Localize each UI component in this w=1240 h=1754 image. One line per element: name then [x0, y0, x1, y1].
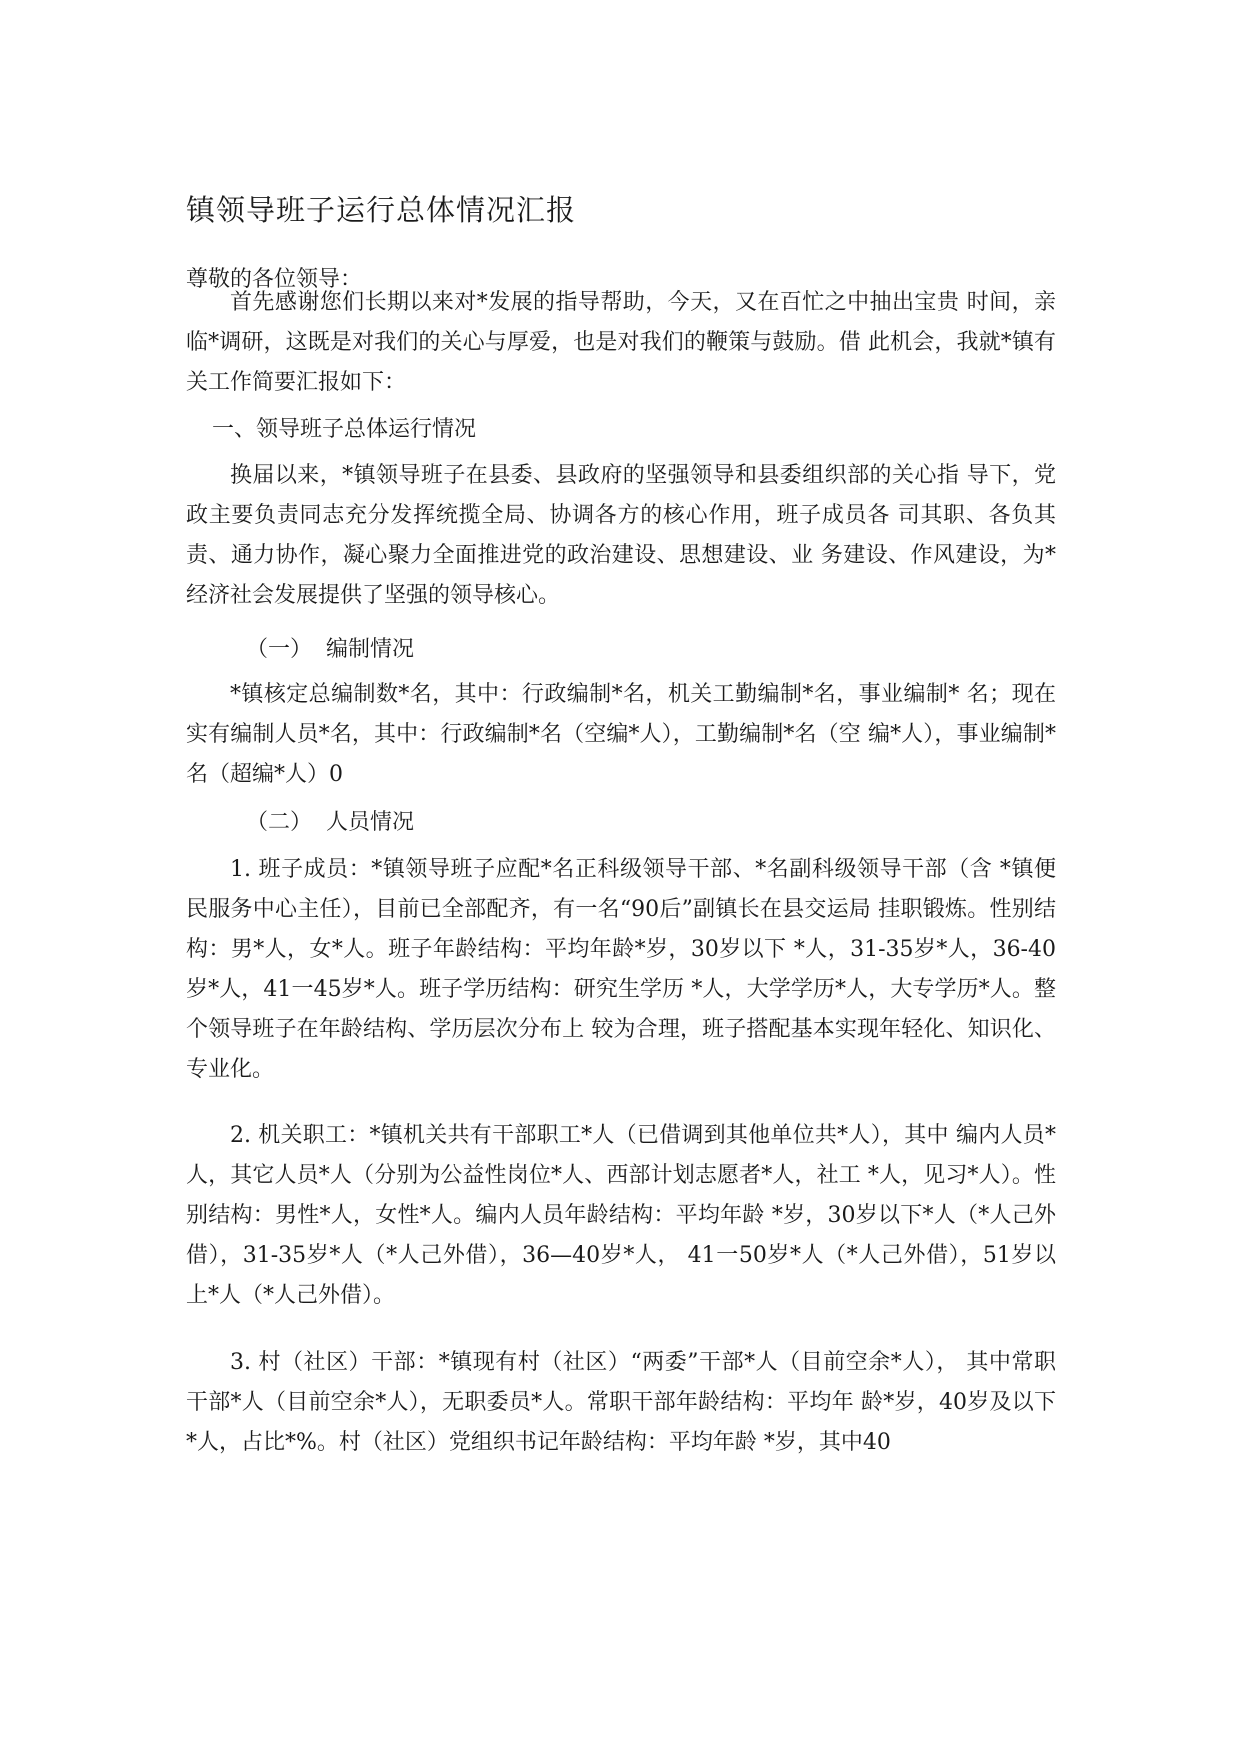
list-item-staff: 2. 机关职工：*镇机关共有干部职工*人（已借调到其他单位共*人），其中 编内人员*人，其它人员*人（分别为公益性岗位*人、西部计划志愿者*人，社工 *人，见习*人）。性别结构：男性*人，女性*人。编内人员年龄结构：平均年龄 *岁，30岁以下*人（*人己外借），31-35岁*人（*人己外借），36—40岁*人， 41一50岁*人（*人己外借），51岁以上*人（*人己外借）。 — [186, 1123, 1056, 1308]
subsection-heading-2 — [246, 805, 414, 836]
greeting: 尊敬的各位领导： — [186, 267, 363, 292]
staffing-paragraph: *镇核定总编制数*名，其中：行政编制*名，机关工勤编制*名，事业编制* 名；现在实有编制人员*名，其中：行政编制*名（空编*人），工勤编制*名（空 编*人），事业编制*名（超编*人）0 — [186, 682, 1056, 787]
section-1-paragraph: 换届以来，*镇领导班子在县委、县政府的坚强领导和县委组织部的关心指 导下，党政主要负责同志充分发挥统揽全局、协调各方的核心作用，班子成员各 司其职、各负其责、通力协作，凝心聚力全面推进党的政治建设、思想建设、业 务建设、作风建设，为*经济社会发展提供了坚强的领导核心。 — [186, 463, 1056, 608]
intro-paragraph: 首先感谢您们长期以来对*发展的指导帮助，今天，又在百忙之中抽出宝贵 时间，亲临*调研，这既是对我们的关心与厚爱，也是对我们的鞭策与鼓励。借 此机会，我就*镇有关工作简要汇报如下： — [186, 290, 1056, 395]
subsection-number: （二） — [246, 810, 313, 835]
document-title: 镇领导班子运行总体情况汇报 — [186, 193, 577, 227]
subsection-label: 编制情况 — [326, 637, 415, 662]
subsection-number: （一） — [246, 637, 313, 662]
section-heading-1: 一、领导班子总体运行情况 — [212, 417, 477, 442]
subsection-label: 人员情况 — [326, 810, 415, 835]
list-item-village-cadres: 3. 村（社区）干部：*镇现有村（社区）“两委”干部*人（目前空余*人）， 其中常职干部*人（目前空余*人），无职委员*人。常职干部年龄结构：平均年 龄*岁，40岁及以下*人，占比*%。村（社区）党组织书记年龄结构：平均年龄 *岁，其中40 — [186, 1350, 1056, 1455]
list-item-leadership: 1. 班子成员：*镇领导班子应配*名正科级领导干部、*名副科级领导干部（含 *镇便民服务中心主任），目前已全部配齐，有一名“90后”副镇长在县交运局 挂职锻炼。性别结构：男*人，女*人。班子年龄结构：平均年龄*岁，30岁以下 *人，31-35岁*人，36-40岁*人，41一45岁*人。班子学历结构：研究生学历 *人，大学学历*人，大专学历*人。整个领导班子在年龄结构、学历层次分布上 较为合理，班子搭配基本实现年轻化、知识化、专业化。 — [186, 857, 1056, 1082]
subsection-heading-1 — [246, 632, 414, 663]
